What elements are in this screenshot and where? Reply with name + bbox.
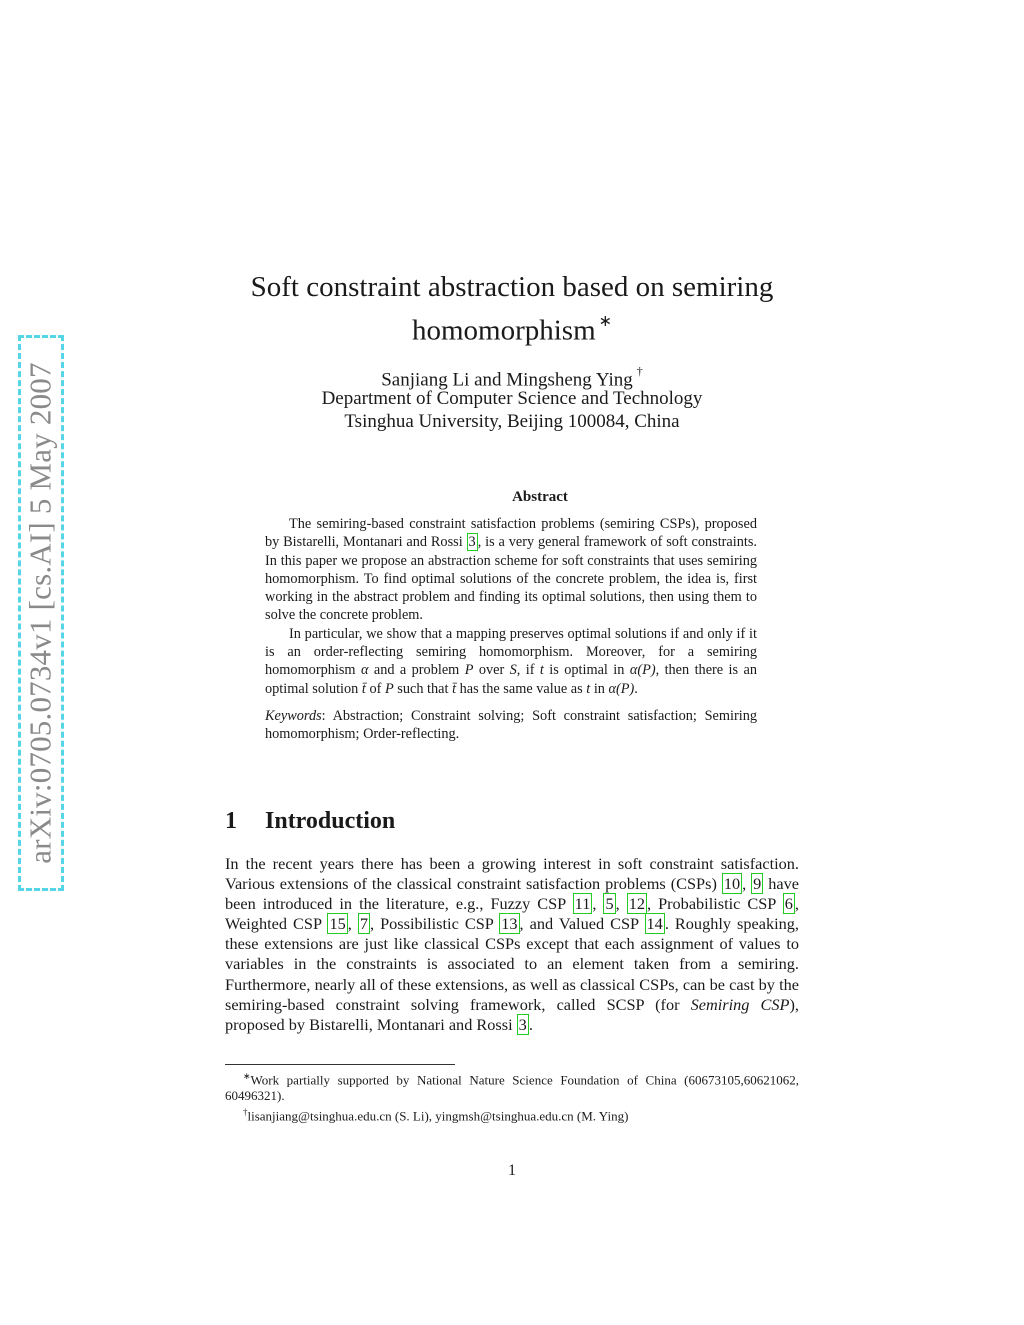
- math-t-bar: t̄: [361, 680, 366, 697]
- body-text: , Probabilistic CSP: [646, 894, 783, 914]
- body-text: ), proposed by Bistarelli, Montanari and Rossi: [225, 994, 799, 1034]
- body-text: .: [528, 1014, 533, 1034]
- footnote-divider: [225, 1064, 455, 1065]
- section-title: Introduction: [265, 808, 396, 834]
- section-heading-introduction: [225, 808, 395, 835]
- citation-link[interactable]: 10: [723, 874, 741, 894]
- abstract-text: and a problem: [368, 662, 465, 679]
- footnote-2-text: lisanjiang@tsinghua.edu.cn (S. Li), yingmsh@tsinghua.edu.cn (M. Ying): [247, 1108, 629, 1124]
- title-line-2: homomorphism: [411, 314, 596, 347]
- math-t: t: [586, 680, 591, 697]
- body-text: , Weighted CSP: [225, 894, 799, 934]
- citation-link[interactable]: 6: [784, 894, 793, 914]
- body-text: ,: [347, 914, 358, 934]
- section-number: 1: [225, 808, 237, 834]
- citation-link[interactable]: 12: [628, 894, 645, 914]
- citation-link[interactable]: 7: [359, 914, 368, 934]
- abstract-text: , is a very general framework of soft constraints. In this paper we propose an abstraction scheme for soft constraints that uses semiring homomorphism. To find optimal solutions of the concrete problem, the idea is, first working in the abstract problem and finding its optimal solutions, then using them to solve the concrete problem.: [265, 534, 758, 624]
- math-S: S: [509, 662, 517, 679]
- abstract-text: of: [365, 680, 385, 697]
- math-alpha-P: α(P): [629, 662, 656, 679]
- abstract-body: [265, 515, 757, 744]
- math-alpha-P: α(P): [608, 680, 635, 697]
- footnote-1: [225, 1068, 799, 1104]
- emphasis-semiring-csp: Semiring CSP: [690, 994, 790, 1014]
- body-text: have been introduced in the literature, e.g., Fuzzy CSP: [225, 874, 800, 914]
- author-footnote-mark[interactable]: †: [636, 364, 643, 378]
- citation-link[interactable]: 5: [605, 894, 614, 914]
- abstract-heading: Abstract: [512, 489, 568, 505]
- abstract-text: , if: [516, 662, 540, 679]
- footnote-2-mark: †: [243, 1107, 248, 1118]
- abstract-text: , then there is an optimal solution: [265, 662, 757, 697]
- abstract-text: such that: [393, 680, 453, 697]
- body-text: In the recent years there has been a growing interest in soft constraint satisfaction. Various extensions of the classical constraint satisfaction problems (CSPs): [225, 854, 799, 894]
- abstract-text: over: [473, 662, 510, 679]
- title-footnote-mark[interactable]: ∗: [598, 313, 613, 330]
- math-t-bar: t̄: [452, 680, 457, 697]
- math-t: t: [539, 662, 544, 679]
- page-number: 1: [508, 1162, 516, 1179]
- body-text: ,: [615, 894, 627, 914]
- math-alpha: α: [360, 662, 369, 679]
- citation-link[interactable]: 3: [518, 1014, 527, 1034]
- body-text: . Roughly speaking, these extensions are just like classical CSPs except that each assignment of values to variables in the constraints is associated to an element taken from a semiring. Furthermore, nearly all of these extensions, as well as classical CSPs, can be cast by the semiring-based constraint solving framework, called SCSP (for: [225, 914, 799, 1014]
- authors-text: Sanjiang Li and Mingsheng Ying: [381, 369, 633, 391]
- abstract-text: is optimal in: [543, 662, 630, 679]
- body-text: , and Valued CSP: [519, 914, 645, 934]
- citation-link[interactable]: 15: [329, 914, 346, 934]
- paper-title: [210, 268, 814, 350]
- abstract-text: In particular, we show that a mapping preserves optimal solutions if and only if it is an order-reflecting semiring homomorphism. Moreover, for a semiring homomorphism: [265, 625, 757, 679]
- keywords-list: : Abstraction; Constraint solving; Soft constraint satisfaction; Semiring homomorphism; Order-reflecting.: [265, 707, 757, 743]
- footnotes: [225, 1068, 799, 1125]
- arxiv-side-stamp[interactable]: [18, 335, 64, 891]
- footnote-1-text: Work partially supported by National Nature Science Foundation of China (60673105,60621062, 60496321).: [225, 1072, 799, 1104]
- citation-link[interactable]: 9: [753, 874, 762, 894]
- body-text: ,: [742, 874, 752, 894]
- citation-link[interactable]: 13: [501, 914, 518, 934]
- body-text: ,: [592, 894, 604, 914]
- body-text: , Possibilistic CSP: [369, 914, 500, 934]
- math-P: P: [384, 680, 394, 697]
- affiliation-line-1: Department of Computer Science and Technology: [321, 388, 703, 409]
- abstract-text: has the same value as: [456, 680, 587, 697]
- math-P: P: [464, 662, 474, 679]
- abstract-text: The semiring-based constraint satisfaction problems (semiring CSPs), proposed by Bistarelli, Montanari and Rossi: [265, 516, 757, 551]
- arxiv-identifier: arXiv:0705.0734v1 [cs.AI] 5 May 2007: [23, 362, 58, 864]
- footnote-1-mark: ∗: [243, 1071, 251, 1081]
- title-line-1: Soft constraint abstraction based on semiring: [250, 271, 774, 303]
- abstract-paragraph-1: [265, 515, 757, 625]
- abstract-text: .: [634, 680, 638, 697]
- affiliation-line-2: Tsinghua University, Beijing 100084, China: [344, 411, 680, 432]
- abstract-text: in: [590, 680, 609, 697]
- keywords-label: Keywords: [265, 707, 322, 724]
- introduction-paragraph: [225, 854, 799, 1035]
- citation-link[interactable]: 3: [468, 534, 476, 551]
- citation-link[interactable]: 14: [646, 914, 663, 934]
- footnote-2: [225, 1104, 799, 1124]
- abstract-paragraph-2: [265, 625, 757, 698]
- keywords: [265, 707, 757, 744]
- citation-link[interactable]: 11: [574, 894, 591, 914]
